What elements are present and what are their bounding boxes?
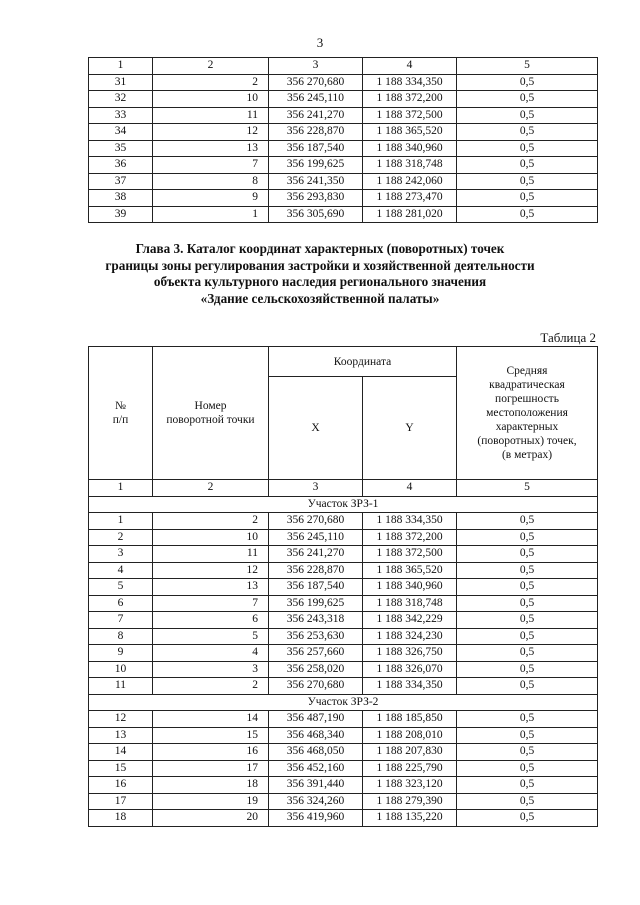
- row-number-cell: 5: [89, 579, 153, 596]
- point-number-cell: 17: [153, 760, 269, 777]
- y-coordinate-cell: 1 188 372,200: [363, 529, 457, 546]
- x-coordinate-cell: 356 468,050: [269, 744, 363, 761]
- error-cell: 0,5: [457, 562, 598, 579]
- y-coordinate-cell: 1 188 281,020: [363, 206, 457, 223]
- y-coordinate-cell: 1 188 208,010: [363, 727, 457, 744]
- error-cell: 0,5: [457, 612, 598, 629]
- y-coordinate-cell: 1 188 334,350: [363, 513, 457, 530]
- row-number-cell: 38: [89, 190, 153, 207]
- page-number: 3: [316, 35, 324, 50]
- point-number-cell: 18: [153, 777, 269, 794]
- table-row: [89, 793, 598, 810]
- point-number-cell: 2: [153, 513, 269, 530]
- row-number-cell: 35: [89, 140, 153, 157]
- table-row: [89, 107, 598, 124]
- header-coordinate: Координата: [269, 347, 457, 377]
- y-coordinate-cell: 1 188 372,200: [363, 91, 457, 108]
- header-cell: 5: [457, 58, 598, 75]
- table-row: [89, 91, 598, 108]
- x-coordinate-cell: 356 419,960: [269, 810, 363, 827]
- table-row: [89, 645, 598, 662]
- error-cell: 0,5: [457, 157, 598, 174]
- error-cell: 0,5: [457, 628, 598, 645]
- point-number-cell: 7: [153, 157, 269, 174]
- x-coordinate-cell: 356 270,680: [269, 513, 363, 530]
- row-number-cell: 36: [89, 157, 153, 174]
- row-number-cell: 18: [89, 810, 153, 827]
- x-coordinate-cell: 356 241,270: [269, 107, 363, 124]
- error-cell: 0,5: [457, 91, 598, 108]
- x-coordinate-cell: 356 199,625: [269, 595, 363, 612]
- row-number-cell: 2: [89, 529, 153, 546]
- y-coordinate-cell: 1 188 326,070: [363, 661, 457, 678]
- y-coordinate-cell: 1 188 342,229: [363, 612, 457, 629]
- row-number-cell: 17: [89, 793, 153, 810]
- coordinates-table-continued: [88, 57, 598, 223]
- y-coordinate-cell: 1 188 318,748: [363, 595, 457, 612]
- y-coordinate-cell: 1 188 340,960: [363, 140, 457, 157]
- error-cell: 0,5: [457, 546, 598, 563]
- x-coordinate-cell: 356 305,690: [269, 206, 363, 223]
- error-cell: 0,5: [457, 579, 598, 596]
- section-row: [89, 694, 598, 711]
- error-cell: 0,5: [457, 513, 598, 530]
- header-cell: 1: [89, 58, 153, 75]
- row-number-cell: 14: [89, 744, 153, 761]
- y-coordinate-cell: 1 188 326,750: [363, 645, 457, 662]
- error-cell: 0,5: [457, 74, 598, 91]
- header-y: Y: [363, 377, 457, 480]
- error-cell: 0,5: [457, 595, 598, 612]
- x-coordinate-cell: 356 187,540: [269, 579, 363, 596]
- row-number-cell: 34: [89, 124, 153, 141]
- row-number-cell: 12: [89, 711, 153, 728]
- point-number-cell: 8: [153, 173, 269, 190]
- y-coordinate-cell: 1 188 334,350: [363, 678, 457, 695]
- x-coordinate-cell: 356 187,540: [269, 140, 363, 157]
- row-number-cell: 3: [89, 546, 153, 563]
- row-number-cell: 31: [89, 74, 153, 91]
- x-coordinate-cell: 356 241,350: [269, 173, 363, 190]
- row-number-cell: 15: [89, 760, 153, 777]
- row-number-cell: 7: [89, 612, 153, 629]
- y-coordinate-cell: 1 188 323,120: [363, 777, 457, 794]
- header-cell: 2: [153, 58, 269, 75]
- heading-line: границы зоны регулирования застройки и хозяйственной деятельности: [105, 257, 535, 273]
- y-coordinate-cell: 1 188 185,850: [363, 711, 457, 728]
- x-coordinate-cell: 356 452,160: [269, 760, 363, 777]
- x-coordinate-cell: 356 391,440: [269, 777, 363, 794]
- table-row: [89, 711, 598, 728]
- y-coordinate-cell: 1 188 135,220: [363, 810, 457, 827]
- chapter-heading: [0, 241, 640, 307]
- row-number-cell: 8: [89, 628, 153, 645]
- x-coordinate-cell: 356 243,318: [269, 612, 363, 629]
- x-coordinate-cell: 356 293,830: [269, 190, 363, 207]
- point-number-cell: 11: [153, 107, 269, 124]
- error-cell: 0,5: [457, 645, 598, 662]
- x-coordinate-cell: 356 245,110: [269, 529, 363, 546]
- table-row: [89, 810, 598, 827]
- y-coordinate-cell: 1 188 273,470: [363, 190, 457, 207]
- y-coordinate-cell: 1 188 340,960: [363, 579, 457, 596]
- error-cell: 0,5: [457, 529, 598, 546]
- header-cell: 3: [269, 58, 363, 75]
- error-cell: 0,5: [457, 727, 598, 744]
- x-coordinate-cell: 356 199,625: [269, 157, 363, 174]
- y-coordinate-cell: 1 188 318,748: [363, 157, 457, 174]
- x-coordinate-cell: 356 270,680: [269, 74, 363, 91]
- point-number-cell: 13: [153, 579, 269, 596]
- table-row: [89, 760, 598, 777]
- point-number-cell: 7: [153, 595, 269, 612]
- x-coordinate-cell: 356 245,110: [269, 91, 363, 108]
- error-cell: 0,5: [457, 711, 598, 728]
- table-row: [89, 546, 598, 563]
- table-row: [89, 562, 598, 579]
- table-row: [89, 513, 598, 530]
- row-number-cell: 37: [89, 173, 153, 190]
- row-number-cell: 13: [89, 727, 153, 744]
- point-number-cell: 16: [153, 744, 269, 761]
- table-row: [89, 173, 598, 190]
- x-coordinate-cell: 356 241,270: [269, 546, 363, 563]
- error-cell: 0,5: [457, 173, 598, 190]
- y-coordinate-cell: 1 188 365,520: [363, 124, 457, 141]
- error-cell: 0,5: [457, 810, 598, 827]
- heading-line: «Здание сельскохозяйственной палаты»: [200, 290, 440, 306]
- y-coordinate-cell: 1 188 279,390: [363, 793, 457, 810]
- error-cell: 0,5: [457, 190, 598, 207]
- row-number-cell: 32: [89, 91, 153, 108]
- row-number-cell: 6: [89, 595, 153, 612]
- heading-line: объекта культурного наследия регионального значения: [153, 274, 487, 289]
- row-number-cell: 4: [89, 562, 153, 579]
- table-row: [89, 579, 598, 596]
- table-row: [89, 744, 598, 761]
- point-number-cell: 19: [153, 793, 269, 810]
- point-number-cell: 11: [153, 546, 269, 563]
- y-coordinate-cell: 1 188 372,500: [363, 546, 457, 563]
- error-cell: 0,5: [457, 206, 598, 223]
- header-x: X: [269, 377, 363, 480]
- y-coordinate-cell: 1 188 334,350: [363, 74, 457, 91]
- x-coordinate-cell: 356 258,020: [269, 661, 363, 678]
- row-number-cell: 39: [89, 206, 153, 223]
- point-number-cell: 12: [153, 562, 269, 579]
- header-no: № п/п: [89, 347, 153, 480]
- x-coordinate-cell: 356 228,870: [269, 124, 363, 141]
- x-coordinate-cell: 356 468,340: [269, 727, 363, 744]
- point-number-cell: 10: [153, 91, 269, 108]
- section-row: [89, 496, 598, 513]
- table-row: [89, 678, 598, 695]
- table-row: [89, 140, 598, 157]
- point-number-cell: 3: [153, 661, 269, 678]
- table-row: [89, 529, 598, 546]
- x-coordinate-cell: 356 228,870: [269, 562, 363, 579]
- point-number-cell: 12: [153, 124, 269, 141]
- error-cell: 0,5: [457, 777, 598, 794]
- table1-header-row: [89, 58, 598, 75]
- table-row: [89, 190, 598, 207]
- point-number-cell: 4: [153, 645, 269, 662]
- section-title: Участок ЗРЗ-2: [89, 694, 598, 711]
- table-row: [89, 628, 598, 645]
- y-coordinate-cell: 1 188 207,830: [363, 744, 457, 761]
- point-number-cell: 6: [153, 612, 269, 629]
- row-number-cell: 16: [89, 777, 153, 794]
- heading-line: Глава 3. Каталог координат характерных (поворотных) точек: [135, 241, 505, 256]
- error-cell: 0,5: [457, 107, 598, 124]
- y-coordinate-cell: 1 188 242,060: [363, 173, 457, 190]
- number-cell: 3: [269, 480, 363, 497]
- y-coordinate-cell: 1 188 225,790: [363, 760, 457, 777]
- number-cell: 1: [89, 480, 153, 497]
- point-number-cell: 5: [153, 628, 269, 645]
- table1-body: [89, 58, 598, 223]
- x-coordinate-cell: 356 257,660: [269, 645, 363, 662]
- row-number-cell: 1: [89, 513, 153, 530]
- number-cell: 4: [363, 480, 457, 497]
- table-row: [89, 74, 598, 91]
- table-row: [89, 157, 598, 174]
- error-cell: 0,5: [457, 124, 598, 141]
- coordinates-table: [88, 346, 598, 827]
- number-cell: 2: [153, 480, 269, 497]
- table-row: [89, 206, 598, 223]
- point-number-cell: 9: [153, 190, 269, 207]
- point-number-cell: 20: [153, 810, 269, 827]
- table-row: [89, 727, 598, 744]
- table2-header-row-1: [89, 347, 598, 377]
- point-number-cell: 14: [153, 711, 269, 728]
- table2-number-row: [89, 480, 598, 497]
- x-coordinate-cell: 356 270,680: [269, 678, 363, 695]
- table-row: [89, 124, 598, 141]
- row-number-cell: 33: [89, 107, 153, 124]
- error-cell: 0,5: [457, 760, 598, 777]
- point-number-cell: 13: [153, 140, 269, 157]
- error-cell: 0,5: [457, 140, 598, 157]
- table-label: Таблица 2: [540, 330, 596, 345]
- y-coordinate-cell: 1 188 324,230: [363, 628, 457, 645]
- row-number-cell: 9: [89, 645, 153, 662]
- x-coordinate-cell: 356 487,190: [269, 711, 363, 728]
- y-coordinate-cell: 1 188 372,500: [363, 107, 457, 124]
- table-row: [89, 777, 598, 794]
- x-coordinate-cell: 356 253,630: [269, 628, 363, 645]
- error-cell: 0,5: [457, 678, 598, 695]
- error-cell: 0,5: [457, 744, 598, 761]
- section-title: Участок ЗРЗ-1: [89, 496, 598, 513]
- header-point: Номер поворотной точки: [153, 347, 269, 480]
- row-number-cell: 11: [89, 678, 153, 695]
- point-number-cell: 1: [153, 206, 269, 223]
- error-cell: 0,5: [457, 793, 598, 810]
- x-coordinate-cell: 356 324,260: [269, 793, 363, 810]
- table-row: [89, 661, 598, 678]
- table-row: [89, 612, 598, 629]
- header-cell: 4: [363, 58, 457, 75]
- point-number-cell: 2: [153, 678, 269, 695]
- header-error: Средняя квадратическая погрешность местоположения характерных (поворотных) точек, (в метрах): [457, 347, 598, 480]
- row-number-cell: 10: [89, 661, 153, 678]
- point-number-cell: 15: [153, 727, 269, 744]
- point-number-cell: 2: [153, 74, 269, 91]
- number-cell: 5: [457, 480, 598, 497]
- table-row: [89, 595, 598, 612]
- table2-body: [89, 347, 598, 827]
- error-cell: 0,5: [457, 661, 598, 678]
- y-coordinate-cell: 1 188 365,520: [363, 562, 457, 579]
- point-number-cell: 10: [153, 529, 269, 546]
